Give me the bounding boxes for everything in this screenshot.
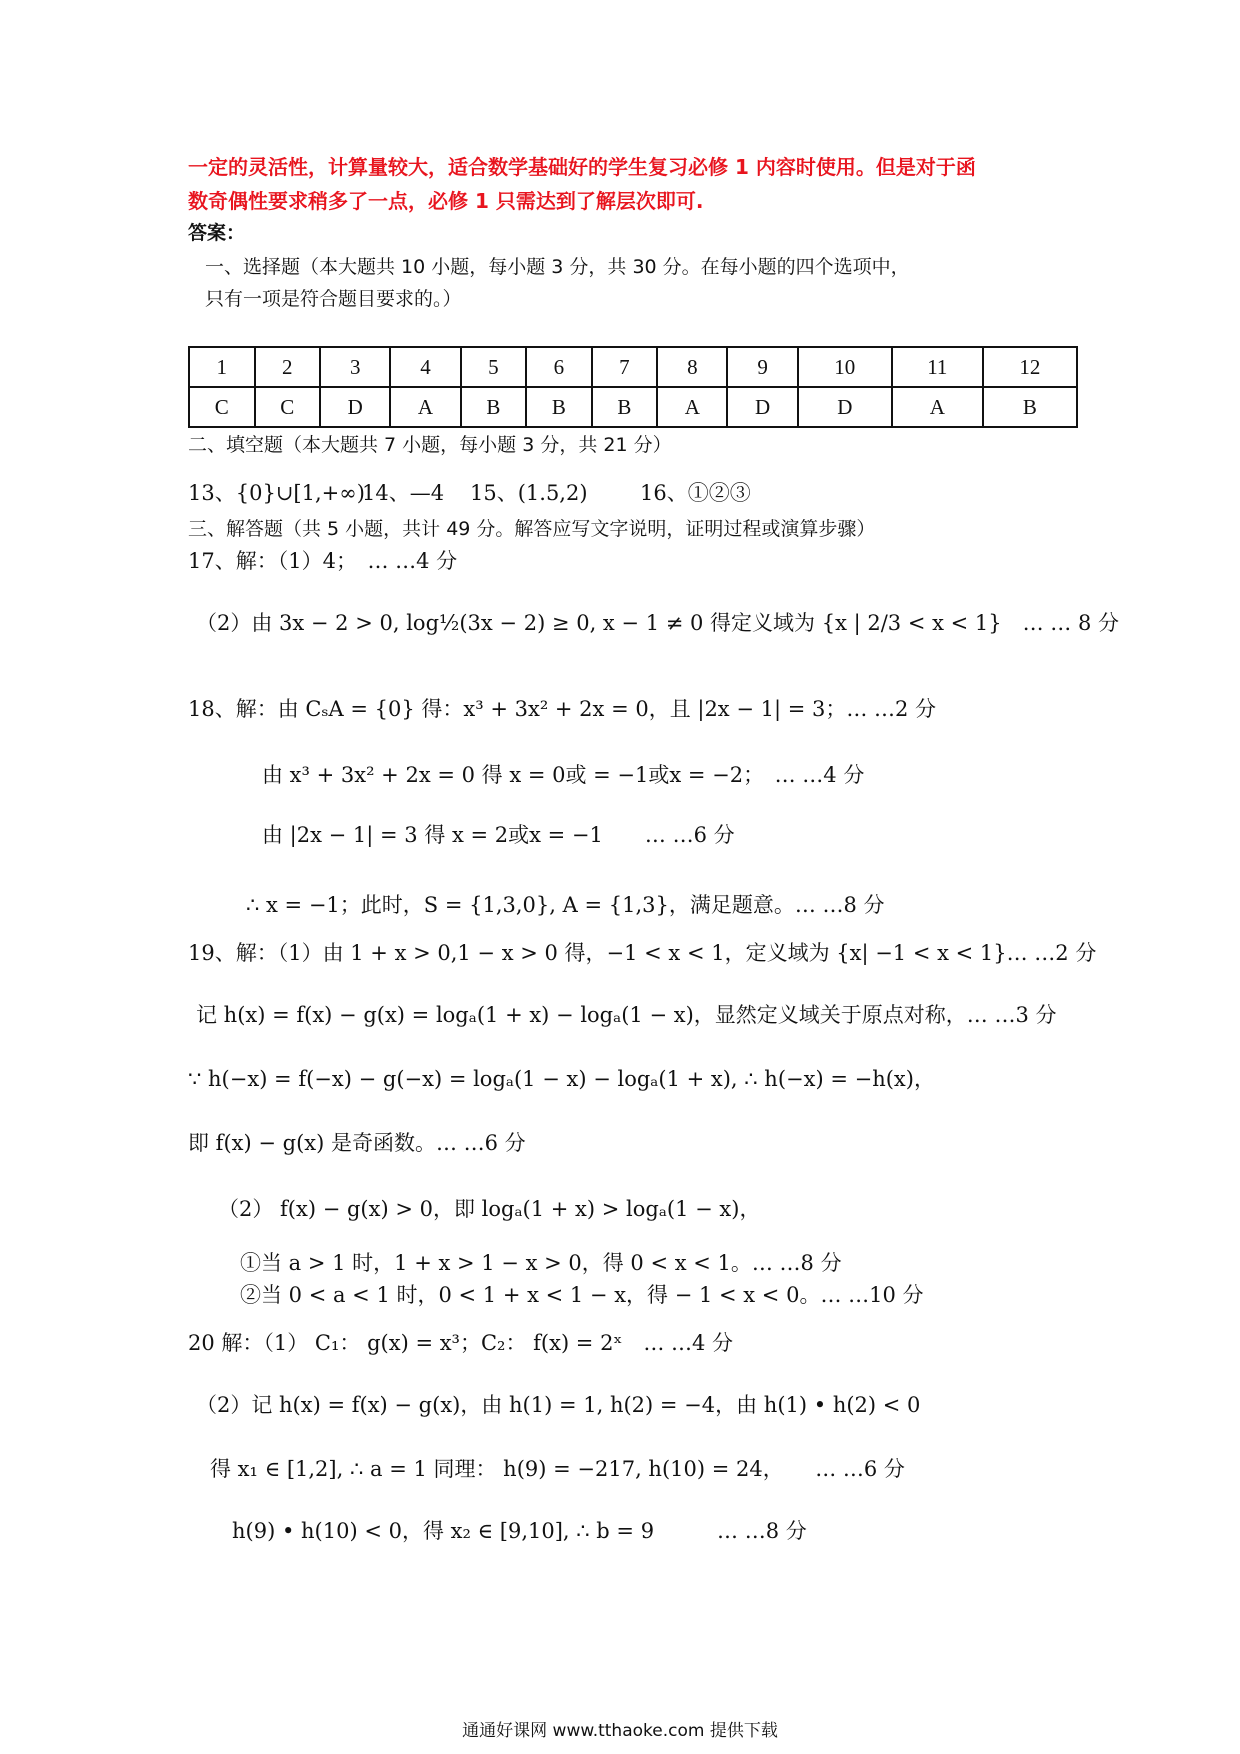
section-1-line-1: 一、选择题（本大题共 10 小题，每小题 3 分，共 30 分。在每小题的四个选项中， xyxy=(205,256,910,278)
table-cell: 7 xyxy=(592,347,658,387)
table-cell: 4 xyxy=(390,347,460,387)
q17-line-1: 17、解：（1）4； … …4 分 xyxy=(188,549,458,573)
table-cell: 5 xyxy=(461,347,527,387)
fill-answer-14: 14、—4 xyxy=(362,481,445,505)
intro-line-2: 数奇偶性要求稍多了一点，必修 1 只需达到了解层次即可. xyxy=(188,189,704,213)
table-cell: A xyxy=(657,387,727,427)
table-cell: D xyxy=(798,387,892,427)
table-cell: 1 xyxy=(189,347,255,387)
table-cell: 11 xyxy=(892,347,983,387)
q18-line-3: 由 |2x − 1| = 3 得 x = 2或x = −1 … …6 分 xyxy=(262,823,735,847)
table-cell: B xyxy=(983,387,1077,427)
q19-line-7: ②当 0 < a < 1 时，0 < 1 + x < 1 − x，得 − 1 < x < 0。… …10 分 xyxy=(240,1283,924,1307)
table-cell: A xyxy=(892,387,983,427)
q18-line-2: 由 x³ + 3x² + 2x = 0 得 x = 0或 = −1或x = −2； … …4 分 xyxy=(262,763,865,787)
table-cell: D xyxy=(727,387,797,427)
intro-line-1: 一定的灵活性，计算量较大，适合数学基础好的学生复习必修 1 内容时使用。但是对于函 xyxy=(188,155,976,179)
table-cell: A xyxy=(390,387,460,427)
q19-line-1: 19、解：（1）由 1 + x > 0,1 − x > 0 得，−1 < x < 1，定义域为 {x| −1 < x < 1}… …2 分 xyxy=(188,941,1097,965)
q20-line-2: （2）记 h(x) = f(x) − g(x)，由 h(1) = 1, h(2) = −4，由 h(1) • h(2) < 0 xyxy=(196,1393,921,1417)
fill-answer-15: 15、(1.5,2) xyxy=(470,481,588,505)
table-cell: 3 xyxy=(320,347,390,387)
answers-heading: 答案： xyxy=(188,222,246,244)
q19-line-5: （2） f(x) − g(x) > 0，即 logₐ(1 + x) > logₐ(1 − x)， xyxy=(218,1197,761,1221)
q17-line-2: （2）由 3x − 2 > 0, log½(3x − 2) ≥ 0, x − 1 ≠ 0 得定义域为 {x | 2/3 < x < 1} … … 8 分 xyxy=(196,611,1119,635)
table-cell: B xyxy=(592,387,658,427)
q19-line-4: 即 f(x) − g(x) 是奇函数。… …6 分 xyxy=(188,1131,526,1155)
table-cell: B xyxy=(526,387,592,427)
table-cell: 6 xyxy=(526,347,592,387)
q20-line-3: 得 x₁ ∈ [1,2], ∴ a = 1 同理： h(9) = −217, h(10) = 24， … …6 分 xyxy=(210,1457,905,1481)
table-row-numbers xyxy=(189,347,1077,387)
q20-line-1: 20 解：（1） C₁： g(x) = x³；C₂： f(x) = 2ˣ … …4 分 xyxy=(188,1331,734,1355)
section-1-line-2: 只有一项是符合题目要求的。） xyxy=(205,288,462,310)
section-2-heading: 二、填空题（本大题共 7 小题，每小题 3 分，共 21 分） xyxy=(188,434,672,456)
table-cell: D xyxy=(320,387,390,427)
table-cell: C xyxy=(255,387,321,427)
q19-line-6: ①当 a > 1 时，1 + x > 1 − x > 0，得 0 < x < 1。… …8 分 xyxy=(240,1251,842,1275)
page-footer: 通通好课网 www.tthaoke.com 提供下载 xyxy=(462,1721,778,1741)
section-3-heading: 三、解答题（共 5 小题，共计 49 分。解答应写文字说明，证明过程或演算步骤） xyxy=(188,518,876,540)
fill-answer-16: 16、①②③ xyxy=(640,481,751,505)
q20-line-4: h(9) • h(10) < 0，得 x₂ ∈ [9,10], ∴ b = 9 … …8 分 xyxy=(232,1519,807,1543)
table-cell: 12 xyxy=(983,347,1077,387)
q18-line-1: 18、解：由 CₛA = {0} 得：x³ + 3x² + 2x = 0，且 |2x − 1| = 3；… …2 分 xyxy=(188,697,937,721)
table-cell: C xyxy=(189,387,255,427)
q19-line-2: 记 h(x) = f(x) − g(x) = logₐ(1 + x) − logₐ(1 − x)，显然定义域关于原点对称，… …3 分 xyxy=(196,1003,1057,1027)
table-cell: 10 xyxy=(798,347,892,387)
table-cell: 8 xyxy=(657,347,727,387)
table-cell: 2 xyxy=(255,347,321,387)
q19-line-3: ∵ h(−x) = f(−x) − g(−x) = logₐ(1 − x) − logₐ(1 + x), ∴ h(−x) = −h(x)， xyxy=(188,1067,935,1091)
table-row-answers xyxy=(189,387,1077,427)
q18-line-4: ∴ x = −1；此时，S = {1,3,0}, A = {1,3}，满足题意。… …8 分 xyxy=(246,893,885,917)
table-cell: B xyxy=(461,387,527,427)
table-cell: 9 xyxy=(727,347,797,387)
choice-answer-table xyxy=(188,346,1078,428)
fill-answer-13: 13、{0}∪[1,+∞) xyxy=(188,481,365,505)
